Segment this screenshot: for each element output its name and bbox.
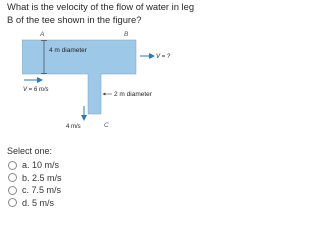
outlet-velocity-label: V = ?: [156, 54, 171, 60]
label-b: B: [124, 31, 129, 38]
option-label: a. 10 m/s: [22, 160, 60, 170]
radio-button-icon[interactable]: [8, 186, 17, 195]
tee-pipe-figure: [22, 28, 178, 140]
radio-button-icon[interactable]: [8, 161, 17, 170]
option-label: d. 5 m/s: [22, 197, 55, 208]
option-label: b. 2.5 m/s: [22, 172, 62, 183]
main-pipe: [22, 40, 136, 74]
main-diameter-label: 4 m diameter: [49, 47, 87, 54]
label-c: C: [104, 122, 109, 129]
label-a: A: [40, 31, 45, 38]
question-text: What is the velocity of the flow of water in leg B of the tee shown in the figure?: [7, 1, 195, 25]
radio-button-icon[interactable]: [8, 173, 17, 182]
inlet-velocity-label: V = 6 m/s: [23, 87, 49, 93]
radio-button-icon[interactable]: [8, 198, 17, 207]
branch-diameter-label: 2 m diameter: [114, 91, 152, 98]
option-d[interactable]: [7, 197, 197, 209]
select-one-label: Select one:: [7, 146, 53, 156]
branch-velocity-label: 4 m/s: [66, 124, 81, 130]
branch-pipe: [88, 74, 101, 114]
option-label: c. 7.5 m/s: [22, 185, 62, 195]
answer-options: [7, 159, 197, 209]
option-c[interactable]: [7, 184, 197, 196]
option-a[interactable]: [7, 159, 197, 171]
option-b[interactable]: [7, 172, 197, 184]
tee-pipe-diagram: [22, 28, 178, 140]
